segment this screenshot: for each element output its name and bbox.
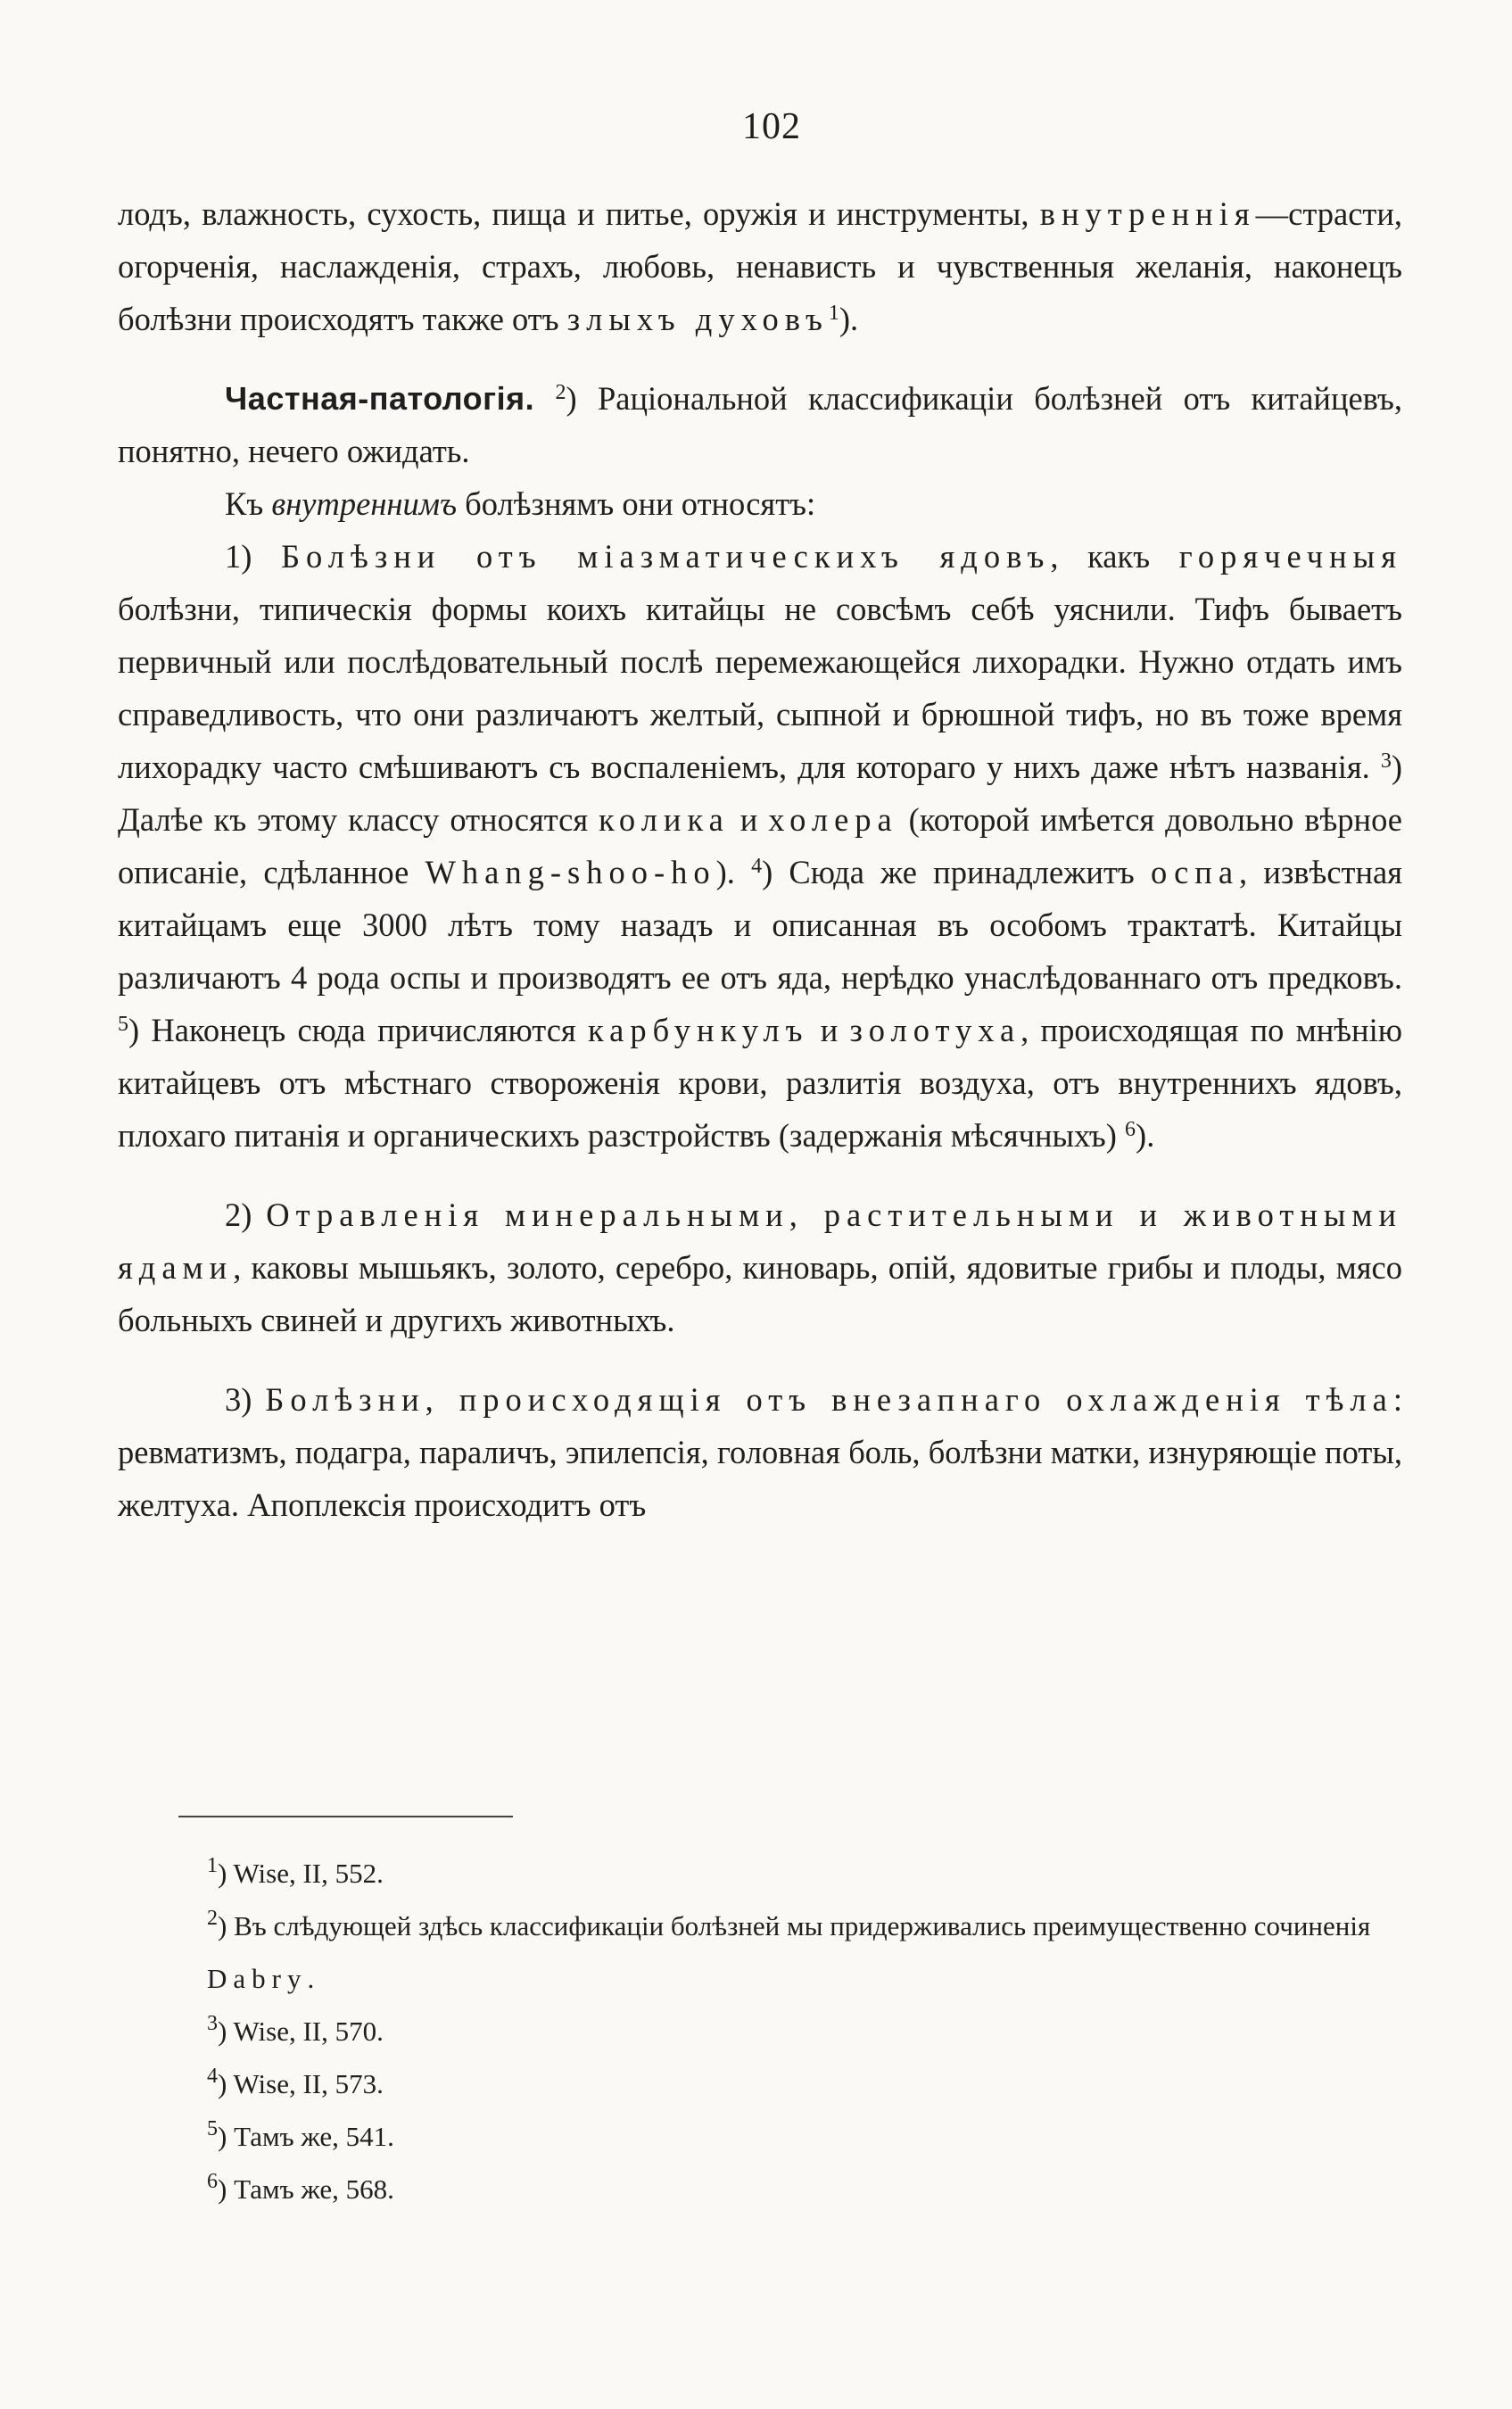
text-run: —страсти, огорченія, наслажденія, страхъ, любовь, ненависть и чувственныя желанія, наконецъ болѣзни происходятъ также отъ [118, 195, 1402, 337]
footnote-ref: 1 [828, 302, 839, 325]
footnote [118, 1900, 1402, 2005]
footnote-text: ) Тамъ же, 541. [218, 2121, 394, 2152]
paragraph-item-1 [118, 530, 1402, 1162]
spaced-term: оспа [1150, 854, 1240, 890]
spaced-term: горячечныя [1178, 538, 1402, 575]
spaced-term: Отравленія минеральными, растительными и животными ядами [118, 1196, 1403, 1286]
text-run: ). [715, 854, 752, 890]
spaced-term: Болѣзни, происходящія отъ внезапнаго охлажденія тѣла [265, 1381, 1393, 1418]
text-run: , извѣстная китайцамъ еще 3000 лѣтъ тому назадъ и описанная въ особомъ трактатѣ. Китайцы различаютъ 4 рода оспы и производятъ ее отъ яда, нерѣдко унаслѣдованнаго отъ предковъ. [118, 854, 1402, 996]
footnote-text: ) Wise, II, 570. [218, 2016, 384, 2047]
footnote-ref: 3 [1380, 749, 1392, 773]
footnote-text: ) Wise, II, 552. [218, 1858, 384, 1889]
text-run: ). [839, 301, 859, 337]
text-run: Къ [225, 485, 272, 522]
text-run: , каковы мышьякъ, золото, серебро, киноварь, опій, ядовитые грибы и плоды, мясо больныхъ свиней и другихъ животныхъ. [118, 1249, 1402, 1338]
text-run: болѣзни, типическія формы коихъ китайцы не совсѣмъ себѣ уяснили. Тифъ бываетъ первичный или послѣдовательный послѣ перемежающейся лихорадки. Нужно отдать имъ справедливость, что они различаютъ желтый, сыпной и брюшной тифъ, но въ тоже время лихорадку часто смѣшиваютъ съ воспаленіемъ, для котораго у нихъ даже нѣтъ названія. [118, 591, 1402, 785]
footnote-divider [178, 1816, 513, 1817]
footnote-ref: 4 [751, 855, 763, 878]
footnote-number: 4 [207, 2065, 218, 2088]
spaced-term: Болѣзни отъ міазматическихъ ядовъ [281, 538, 1051, 575]
spaced-term: колика [599, 801, 730, 838]
paragraph-causes [118, 187, 1402, 345]
section-heading: Частная-патологія. [225, 380, 535, 417]
text-run: лодъ, влажность, сухость, пища и питье, оружія и инструменты, [118, 195, 1040, 232]
text-run: ). [1136, 1117, 1155, 1154]
spaced-term: карбункулъ [587, 1012, 809, 1048]
text-run: 2) [225, 1196, 267, 1233]
text-run: 3) [225, 1381, 266, 1418]
spaced-term: золотуха [849, 1012, 1021, 1048]
text-run: и [808, 1012, 850, 1048]
footnote [118, 2005, 1402, 2057]
text-run: и [729, 801, 769, 838]
footnote [118, 2163, 1402, 2215]
footnote [118, 2110, 1402, 2163]
footnote-text: ) Wise, II, 573. [218, 2068, 384, 2099]
body-text [118, 187, 1402, 1531]
footnote-number: 5 [207, 2117, 218, 2140]
spaced-term: Dabry [207, 1963, 308, 1994]
paragraph-special-pathology [118, 372, 1402, 477]
spaced-term: внутреннія [1039, 195, 1256, 232]
footnote-ref: 6 [1125, 1118, 1136, 1141]
spaced-term: злыхъ духовъ [566, 301, 829, 337]
footnote-text: ) Тамъ же, 568. [218, 2173, 394, 2205]
text-run: : ревматизмъ, подагра, параличъ, эпилепсія, головная боль, болѣзни матки, изнуряющіе поты, желтуха. Апоплексія происходитъ отъ [118, 1381, 1402, 1523]
footnote-number: 6 [207, 2170, 218, 2193]
text-run: 1) [225, 538, 282, 575]
spaced-term: холера [768, 801, 898, 838]
spaced-term: Whang-shoo-ho [425, 854, 716, 890]
text-run: ) Наконецъ сюда причисляются [128, 1012, 588, 1048]
text-run: ) Раціональной классификаціи болѣзней отъ китайцевъ, понятно, нечего ожидать. [118, 380, 1403, 469]
footnote-text: ) Въ слѣдующей здѣсь классификаціи болѣзней мы придерживались преимущественно сочиненія [218, 1910, 1371, 1941]
footnote-number: 1 [207, 1854, 218, 1877]
text-run: ) Далѣе къ этому классу относятся [118, 749, 1402, 838]
footnote [118, 2057, 1402, 2110]
page-number: 102 [742, 106, 801, 147]
footnote-text: . [307, 1963, 315, 1994]
paragraph-item-3 [118, 1373, 1402, 1531]
text-run: ) Сюда же принадлежитъ [762, 854, 1151, 890]
footnote-number: 3 [207, 2012, 218, 2035]
text-run: , происходящая по мнѣнію китайцевъ отъ мѣстнаго створоженія крови, разлитія воздуха, отъ внутреннихъ ядовъ, плохаго питанія и органическихъ разстройствъ (задержанія мѣсячныхъ) [118, 1012, 1402, 1154]
text-run: (которой имѣется довольно вѣрное описаніе, сдѣланное [118, 801, 1402, 890]
paragraph-internal-diseases [118, 477, 1402, 530]
text-run: болѣзнямъ они относятъ: [457, 485, 816, 522]
italic-term: внутреннимъ [271, 485, 458, 522]
footnote-ref: 5 [118, 1013, 128, 1036]
footnote-number: 2 [207, 1907, 218, 1930]
text-run: , какъ [1050, 538, 1179, 575]
footnotes [118, 1847, 1402, 2215]
footnote [118, 1847, 1402, 1900]
paragraph-item-2 [118, 1188, 1402, 1346]
footnote-ref: 2 [555, 381, 566, 404]
